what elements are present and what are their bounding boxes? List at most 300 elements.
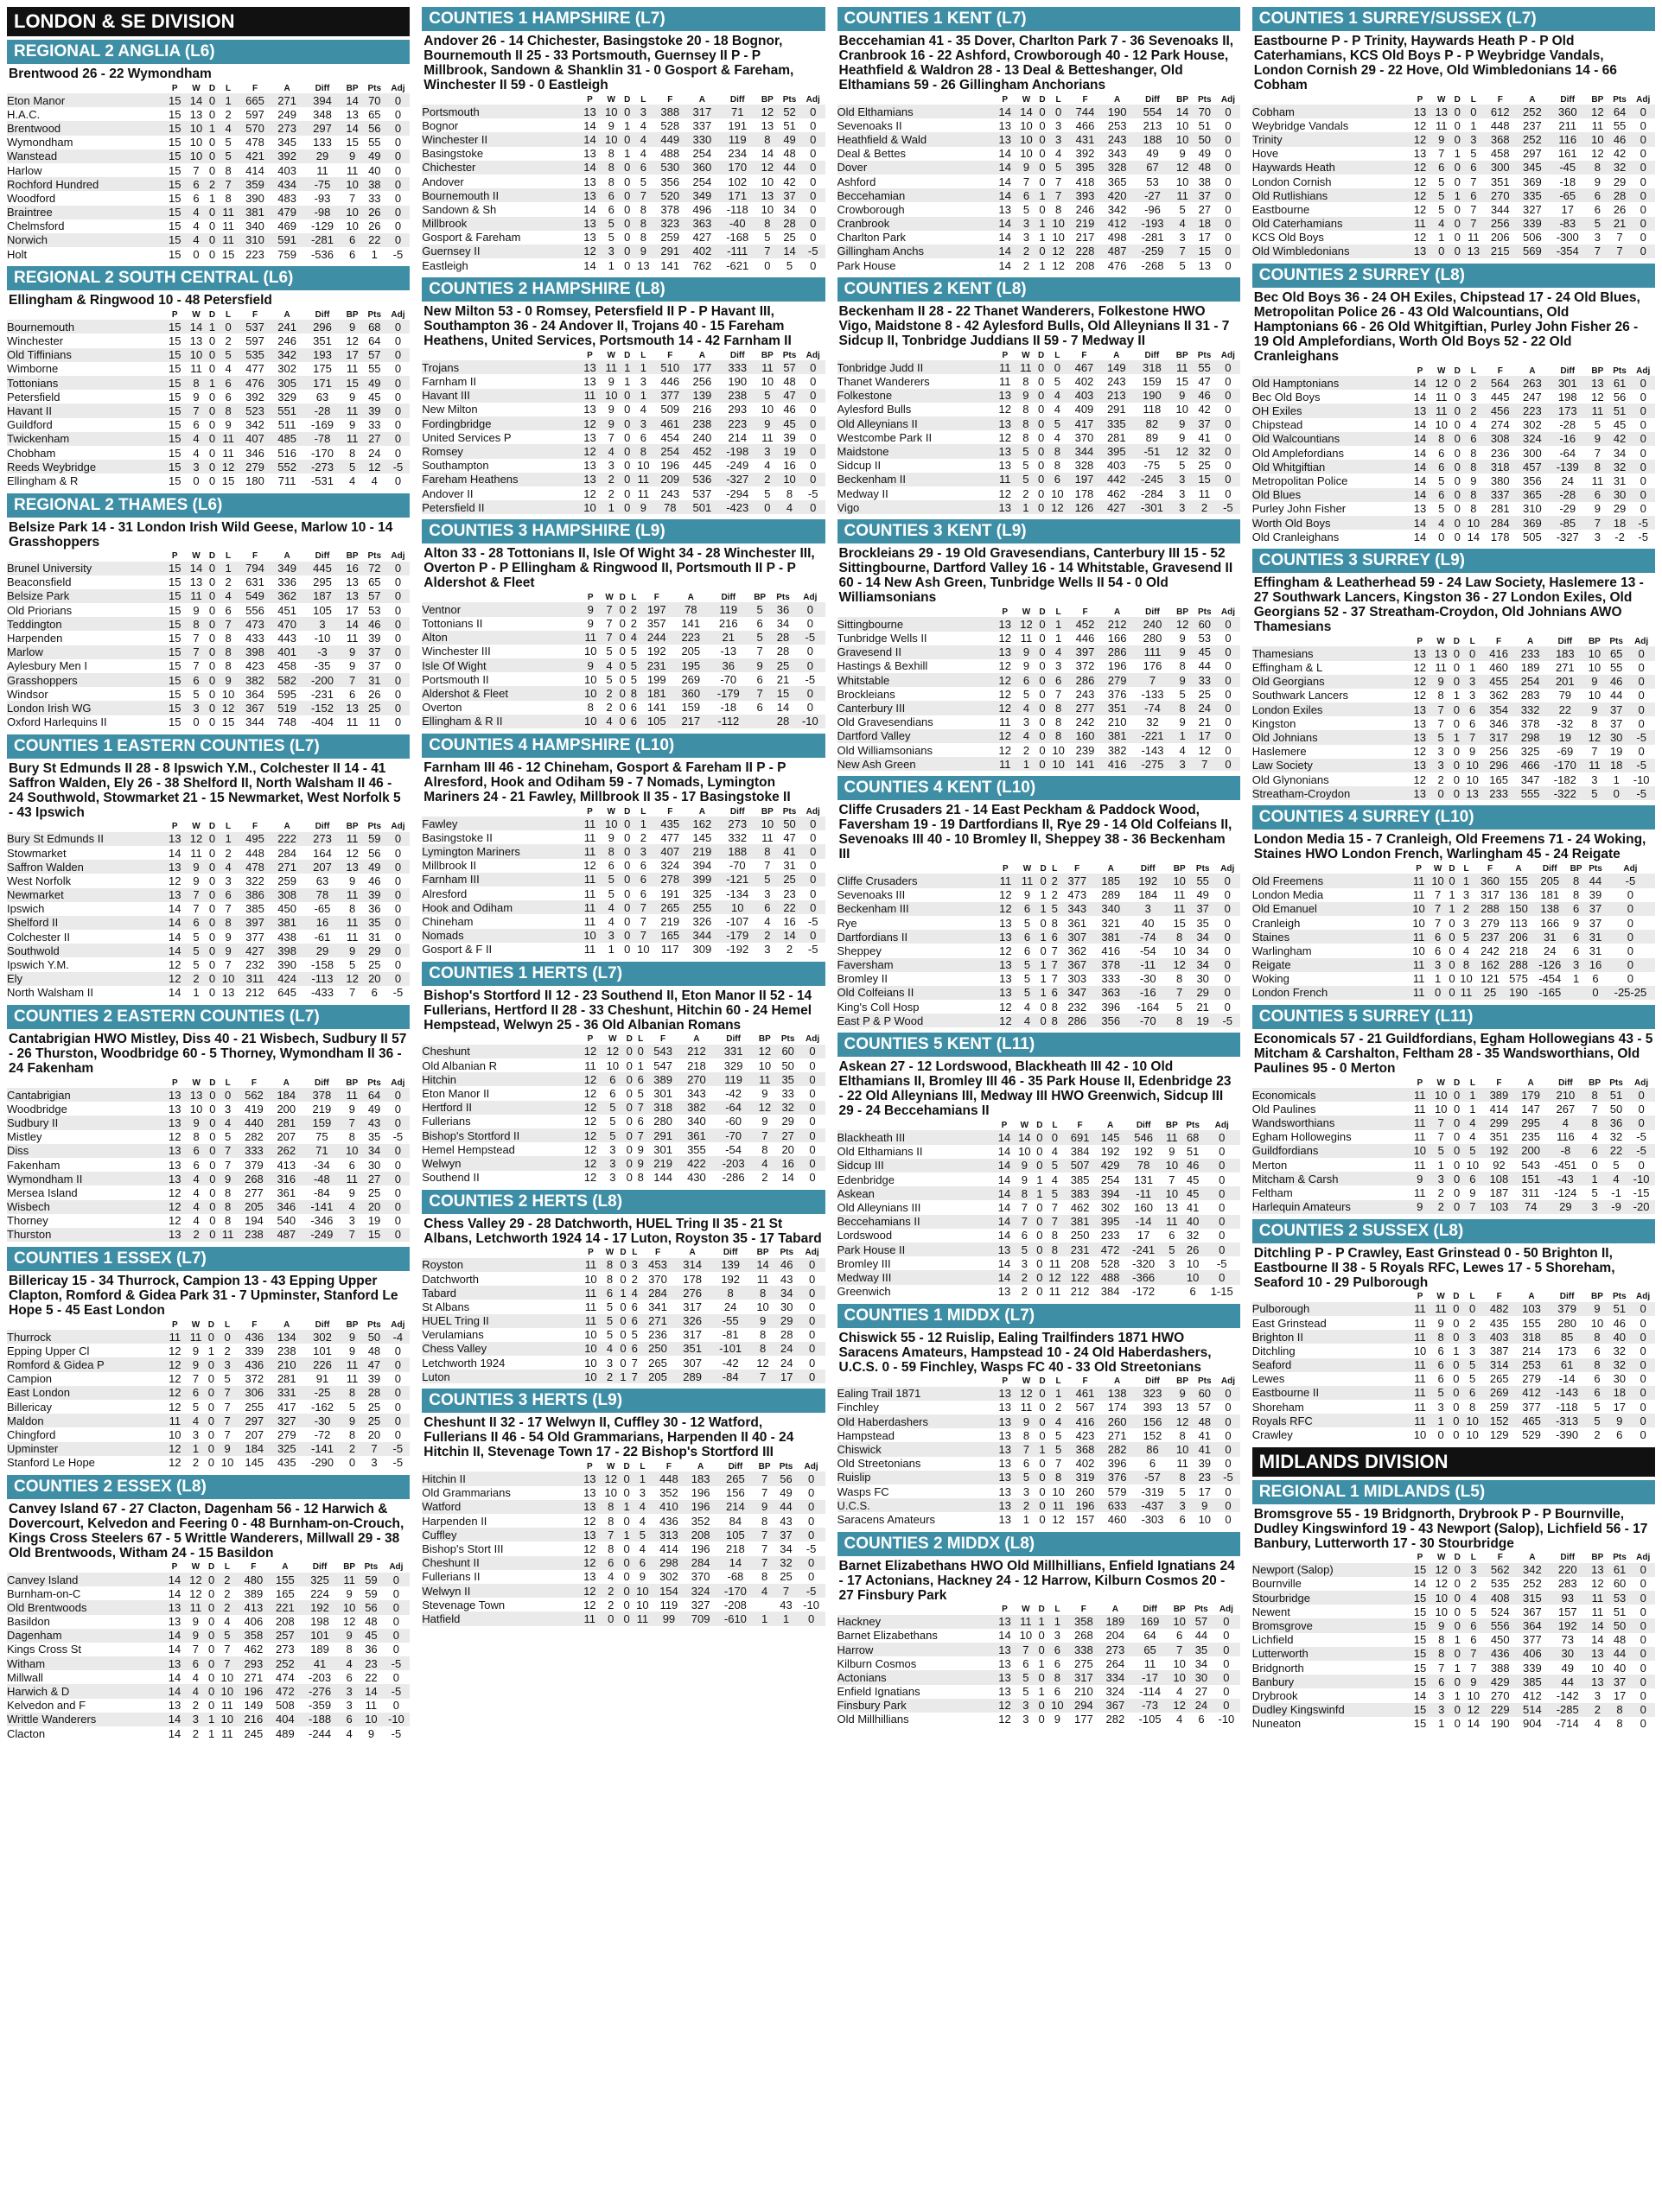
stat-cell: 0 xyxy=(207,1372,214,1386)
column-header: BP xyxy=(1591,1292,1603,1302)
stat-cell: 9 xyxy=(1594,502,1601,516)
stat-cell: 13 xyxy=(579,1471,600,1485)
stat-cell: 11 xyxy=(999,375,1011,389)
stat-cell: 11 xyxy=(218,206,239,219)
team-name: Nomads xyxy=(422,929,579,943)
stat-cell: 9 xyxy=(1470,474,1477,487)
stat-cell: 5 xyxy=(1054,1428,1062,1442)
stat-cell: 13 xyxy=(999,972,1012,986)
table-row xyxy=(1252,1358,1655,1372)
team-name: Winchester II xyxy=(422,132,579,146)
column-header: A xyxy=(698,94,705,105)
stat-cell: 0 xyxy=(617,686,628,700)
stat-cell: 59 xyxy=(360,1573,382,1586)
stat-cell: 44 xyxy=(1608,1647,1632,1661)
stat-cell: 0 xyxy=(809,1171,816,1185)
stat-cell: 10 xyxy=(220,1670,234,1684)
stat-cell: 11 xyxy=(1410,958,1429,972)
stat-cell: 645 xyxy=(277,986,296,1000)
column-header: F xyxy=(1077,1120,1083,1130)
stat-cell: 340 xyxy=(245,219,264,233)
stat-cell: 347 xyxy=(1060,986,1094,1000)
stat-cell: 29 xyxy=(774,1314,799,1328)
stat-cell: 324 xyxy=(1105,1685,1125,1699)
stat-cell: 337 xyxy=(1484,488,1516,502)
stat-cell: 36 xyxy=(708,658,748,672)
stat-cell: 12 xyxy=(1462,1703,1484,1717)
stat-cell: 190 xyxy=(1132,389,1171,403)
stat-cell: 6 xyxy=(1054,1685,1061,1699)
column-header: F xyxy=(654,1248,661,1258)
stat-cell: 64 xyxy=(1608,105,1632,118)
stat-cell: 0 xyxy=(1640,1372,1646,1386)
stat-cell: 343 xyxy=(1060,902,1094,916)
stat-cell: 11 xyxy=(1016,360,1035,374)
team-name: Stevenage Town xyxy=(422,1598,506,1611)
stat-cell: 13 xyxy=(998,1428,1011,1442)
stat-cell: -107 xyxy=(726,914,749,928)
stat-cell: -121 xyxy=(718,873,757,887)
stat-cell: 7 xyxy=(606,617,613,631)
table-row xyxy=(7,1344,410,1357)
stat-cell: 0 xyxy=(799,1286,825,1300)
column-header: F xyxy=(1497,1553,1503,1563)
stat-cell: 5 xyxy=(606,672,613,686)
column-header: BP xyxy=(1173,863,1186,874)
stat-cell: 6 xyxy=(1022,1457,1030,1471)
table-row xyxy=(422,245,825,258)
column-header: W xyxy=(192,83,201,93)
stat-cell: 93 xyxy=(1548,1591,1587,1605)
stat-cell: 556 xyxy=(245,603,264,617)
stat-cell: 36 xyxy=(1605,1116,1627,1129)
stat-cell: 219 xyxy=(660,914,680,928)
stat-cell: 78 xyxy=(654,500,686,514)
stat-cell: 10 xyxy=(579,1342,602,1356)
stat-cell: -5 xyxy=(391,1726,402,1740)
stat-cell: 36 xyxy=(771,602,795,616)
team-name: Harpenden II xyxy=(422,1514,487,1528)
stat-cell: 0 xyxy=(1451,1414,1461,1427)
stat-cell: 237 xyxy=(1523,118,1542,132)
stat-cell: 221 xyxy=(270,1600,302,1614)
stat-cell: 483 xyxy=(277,191,296,205)
stat-cell: 342 xyxy=(1107,202,1127,216)
stat-cell: 436 xyxy=(1484,1647,1516,1661)
stat-cell: 0 xyxy=(1453,1102,1461,1116)
league-title: COUNTIES 2 KENT (L8) xyxy=(837,277,1240,302)
stat-cell: 0 xyxy=(1216,245,1240,258)
stat-cell: 13 xyxy=(164,1172,186,1185)
stat-cell: 11 xyxy=(164,1414,186,1427)
column-header: Diff xyxy=(315,822,330,832)
column-header: BP xyxy=(346,551,359,561)
stat-cell: 13 xyxy=(1410,786,1430,800)
stat-cell: 562 xyxy=(1484,1563,1516,1577)
stat-cell: 13 xyxy=(998,1457,1011,1471)
stat-cell: 0 xyxy=(1037,617,1048,631)
stat-cell: 11 xyxy=(365,1699,378,1713)
stat-cell: 0 xyxy=(193,247,200,261)
stat-cell: -28 xyxy=(1548,488,1587,502)
team-name: Thanet Wanderers xyxy=(837,375,930,389)
table-row xyxy=(837,874,1240,887)
stat-cell: 15 xyxy=(164,562,186,575)
table-row xyxy=(422,602,825,616)
stat-cell: 0 xyxy=(1452,1591,1462,1605)
stat-cell: 8 xyxy=(1179,1428,1186,1442)
stat-cell: 1 xyxy=(1452,188,1462,202)
stat-cell: 60 xyxy=(1613,1577,1627,1591)
stat-cell: 360 xyxy=(1548,105,1587,118)
stat-cell: 242 xyxy=(1481,944,1500,957)
table-row xyxy=(422,1258,825,1272)
column-header: Diff xyxy=(721,592,736,602)
team-column-header xyxy=(422,806,579,817)
stat-cell: 0 xyxy=(207,206,217,219)
stat-cell: 382 xyxy=(239,673,271,687)
stat-cell: 35 xyxy=(1190,1643,1213,1656)
stat-cell: 324 xyxy=(660,859,680,873)
stat-cell: 12 xyxy=(583,859,596,873)
stat-cell: 0 xyxy=(394,575,402,589)
league-section xyxy=(837,7,1240,272)
column-header: F xyxy=(251,1077,257,1088)
stat-cell: 188 xyxy=(1133,132,1172,146)
column-header: L xyxy=(640,350,646,360)
stat-cell: 281 xyxy=(1106,430,1126,444)
stat-cell: 37 xyxy=(1605,702,1627,716)
stat-cell: 3 xyxy=(225,1102,232,1116)
stat-cell: 0 xyxy=(622,473,633,486)
stat-cell: 257 xyxy=(270,1629,302,1643)
stat-cell: 13 xyxy=(994,444,1016,458)
stat-cell: 4 xyxy=(602,715,616,728)
stat-cell: 138 xyxy=(1532,902,1567,916)
stat-cell: 71 xyxy=(718,105,757,118)
stat-cell: 11 xyxy=(583,830,596,844)
stat-cell: 3 xyxy=(639,1486,646,1500)
stat-cell: 49 xyxy=(367,1102,381,1116)
stat-cell: 0 xyxy=(1216,1442,1240,1456)
stat-cell: 65 xyxy=(368,575,381,589)
column-header: F xyxy=(1496,1077,1502,1088)
stat-cell: 4 xyxy=(608,914,614,928)
stat-cell xyxy=(1567,986,1585,1000)
table-row xyxy=(837,1414,1240,1428)
stat-cell: 118 xyxy=(1143,403,1162,416)
stat-cell: 7 xyxy=(225,902,232,916)
stat-cell: 396 xyxy=(1107,1457,1127,1471)
stat-cell: 298 xyxy=(653,1556,685,1570)
stat-cell: 376 xyxy=(1107,687,1127,701)
team-name: Ellingham & R xyxy=(7,474,79,487)
team-name: Old Wimbledonians xyxy=(1252,245,1410,258)
stat-cell: 13 xyxy=(189,334,203,348)
stat-cell: 429 xyxy=(1484,1675,1516,1688)
stat-cell: 1 xyxy=(1048,1387,1069,1401)
stat-cell: 5 xyxy=(602,1314,617,1328)
stat-cell: 351 xyxy=(1101,701,1133,715)
stat-cell: 156 xyxy=(726,1486,745,1500)
stat-cell: 8 xyxy=(225,659,232,673)
stat-cell: 436 xyxy=(239,1330,271,1344)
stat-cell: 5 xyxy=(1179,459,1186,473)
stat-cell: 9 xyxy=(348,1185,355,1199)
stat-cell: -5 xyxy=(806,1541,817,1555)
stat-cell: 12 xyxy=(579,1128,602,1142)
league-section xyxy=(7,1005,410,1242)
stat-cell: 0 xyxy=(621,1471,632,1485)
stat-cell: 0 xyxy=(385,1144,410,1158)
stat-cell: 273 xyxy=(1099,1643,1131,1656)
stat-cell: 0 xyxy=(1454,118,1461,132)
stat-cell: 170 xyxy=(718,161,757,175)
stat-cell: 13 xyxy=(221,986,235,1000)
stat-cell: 55 xyxy=(368,136,381,149)
stat-cell: 45 xyxy=(1193,645,1216,659)
stat-cell: 6 xyxy=(640,430,646,444)
stat-cell: 451 xyxy=(277,603,296,617)
stat-cell: 0 xyxy=(207,972,217,986)
stat-cell: -96 xyxy=(1144,202,1161,216)
team-name: Tottonians II xyxy=(422,617,483,631)
table-row xyxy=(1252,786,1655,800)
stat-cell: 10 xyxy=(1019,1629,1033,1643)
stat-cell: 10 xyxy=(1460,972,1473,986)
team-name: Sudbury II xyxy=(7,1116,164,1129)
stat-cell: 361 xyxy=(277,1185,296,1199)
table-row xyxy=(422,887,825,900)
stat-cell: 0 xyxy=(1453,716,1460,730)
stat-cell: 174 xyxy=(1107,1401,1127,1414)
stat-cell: 289 xyxy=(675,1370,710,1383)
stat-cell: 7 xyxy=(1193,757,1216,771)
stat-cell: 434 xyxy=(271,177,303,191)
stat-cell: 8 xyxy=(218,1200,238,1214)
stat-cell: 44 xyxy=(774,1500,797,1514)
stat-cell: 0 xyxy=(620,1356,627,1370)
stat-cell: 9 xyxy=(186,1116,207,1129)
stat-cell: -5 xyxy=(1627,730,1655,744)
stat-cell: 413 xyxy=(238,1600,270,1614)
column-header: Pts xyxy=(1186,1120,1200,1130)
stat-cell: 369 xyxy=(1523,175,1542,188)
stat-cell: 0 xyxy=(1452,488,1462,502)
stat-cell: 4 xyxy=(602,1342,617,1356)
table-row xyxy=(7,1357,410,1371)
stat-cell: 612 xyxy=(1484,105,1516,118)
stat-cell: 7 xyxy=(1172,245,1194,258)
stat-cell: 0 xyxy=(1225,430,1232,444)
table-row xyxy=(1252,1372,1655,1386)
stat-cell: 9 xyxy=(1469,1185,1476,1199)
team-name: Bromsgrove xyxy=(1252,1618,1410,1632)
stat-cell: 4 xyxy=(1016,701,1037,715)
team-name: Warlingham xyxy=(1251,944,1312,957)
table-row xyxy=(837,617,1240,631)
stat-cell: 14 xyxy=(168,1670,181,1684)
stat-cell: 0 xyxy=(1631,1647,1655,1661)
stat-cell: 35 xyxy=(776,1072,800,1086)
stat-cell: 6 xyxy=(629,1342,640,1356)
table-header-row xyxy=(422,1034,825,1045)
stat-cell: 0 xyxy=(386,432,411,446)
table-row xyxy=(7,603,410,617)
stat-cell: 0 xyxy=(1225,687,1232,701)
stat-cell: 15 xyxy=(346,136,359,149)
stat-cell: 15 xyxy=(168,362,181,376)
league-section xyxy=(7,266,410,487)
stat-cell: 34 xyxy=(1613,446,1627,460)
stat-cell: 8 xyxy=(1054,202,1062,216)
table-row xyxy=(422,1584,825,1598)
stat-cell: 280 xyxy=(1557,1316,1576,1330)
stat-cell: 9 xyxy=(193,874,200,887)
stat-cell: 6 xyxy=(1594,202,1601,216)
stat-cell: 6 xyxy=(341,233,363,247)
stat-cell: 14 xyxy=(997,1200,1011,1214)
column-header: Pts xyxy=(1194,1605,1208,1615)
stat-cell: 13 xyxy=(1430,646,1451,660)
stat-cell: 15 xyxy=(168,136,181,149)
stat-cell: 208 xyxy=(276,1615,295,1629)
stat-cell: -133 xyxy=(1141,687,1164,701)
stat-cell: 12 xyxy=(164,972,186,986)
team-name: Ashford xyxy=(837,175,876,188)
stat-cell: 13 xyxy=(1410,702,1430,716)
stat-cell: 13 xyxy=(164,1088,186,1102)
stat-cell: 1 xyxy=(624,118,631,132)
table-row xyxy=(837,1130,1240,1144)
league-table xyxy=(1252,636,1655,800)
stat-cell: 1 xyxy=(608,258,614,272)
stat-cell: 268 xyxy=(238,1172,270,1185)
stat-cell: 28 xyxy=(780,1328,793,1342)
stat-cell: 220 xyxy=(1548,1563,1587,1577)
stat-cell: 13 xyxy=(994,1643,1015,1656)
stat-cell: 48 xyxy=(783,375,796,389)
stat-cell: 0 xyxy=(206,1442,216,1456)
stat-cell: 59 xyxy=(365,1586,378,1600)
stat-cell: 11 xyxy=(368,715,381,729)
stat-cell: 368 xyxy=(1069,1442,1101,1456)
stat-cell: 6 xyxy=(1049,930,1060,944)
stat-cell: 82 xyxy=(1132,416,1171,430)
stat-cell: 570 xyxy=(239,121,271,135)
stat-cell: 0 xyxy=(1204,1186,1240,1200)
stat-cell: 12 xyxy=(1413,745,1426,759)
stat-cell: 0 xyxy=(1453,1372,1460,1386)
stat-cell: 7 xyxy=(348,986,356,1000)
column-header: W xyxy=(1436,1553,1446,1563)
stat-cell: 5 xyxy=(1468,1372,1476,1386)
stat-cell: 9 xyxy=(1410,1200,1430,1214)
team-name: Harlow xyxy=(7,163,42,177)
stat-cell: 3 xyxy=(633,416,654,430)
stat-cell: 0 xyxy=(764,258,771,272)
stat-cell: 49 xyxy=(1198,147,1212,161)
stat-cell: 0 xyxy=(1216,701,1240,715)
stat-cell: 0 xyxy=(1451,1358,1461,1372)
stat-cell: 13 xyxy=(164,1116,186,1129)
stat-cell: 192 xyxy=(721,1272,741,1286)
stat-cell: 2 xyxy=(1015,1270,1035,1284)
stat-cell: 8 xyxy=(1022,430,1029,444)
stat-cell: 0 xyxy=(799,1314,825,1328)
stat-cell: 31 xyxy=(783,859,796,873)
stat-cell: -165 xyxy=(1532,986,1567,1000)
stat-cell: 8 xyxy=(218,645,239,659)
stat-cell: 37 xyxy=(1609,716,1623,730)
stat-cell: 0 xyxy=(801,500,825,514)
stat-cell: 0 xyxy=(1451,1386,1461,1400)
league-results: Bec Old Boys 36 - 24 OH Exiles, Chipstead 17 - 24 Old Blues, Metropolitan Police 26 - 43 Old Walcountians, Old Hamptonians 66 - 26 Old Whitgiftian, Purley John Fisher 26 - 19 Old Amplefordians, Worth Old Boys 52 - 22 Old Cranleighans xyxy=(1253,290,1640,365)
stat-cell: 216 xyxy=(238,1713,270,1726)
column-header: F xyxy=(1081,350,1087,360)
stat-cell: 6 xyxy=(601,1556,621,1570)
team-name: Hitchin II xyxy=(422,1471,579,1485)
team-name: Gosport & F II xyxy=(422,943,493,957)
stat-cell: 2 xyxy=(631,1272,638,1286)
stat-cell: 13 xyxy=(994,1387,1016,1401)
stat-cell: 1 xyxy=(1438,231,1445,245)
stat-cell: 0 xyxy=(1038,403,1045,416)
team-name: Kelvedon and F xyxy=(7,1699,86,1713)
stat-cell: 8 xyxy=(348,1427,356,1441)
stat-cell: 0 xyxy=(1430,786,1451,800)
stat-cell: -54 xyxy=(725,1142,742,1156)
stat-cell: 0 xyxy=(1225,118,1232,132)
stat-cell: 13 xyxy=(341,701,363,715)
stat-cell: 0 xyxy=(1454,1577,1461,1591)
stat-cell: 9 xyxy=(367,1726,375,1740)
stat-cell: 47 xyxy=(363,1357,386,1371)
stat-cell: 0 xyxy=(207,404,217,417)
stat-cell: -73 xyxy=(1131,1699,1169,1713)
stat-cell: 141 xyxy=(1069,757,1101,771)
stat-cell: 15 xyxy=(164,348,186,362)
stat-cell: 402 xyxy=(686,245,718,258)
stat-cell: 15 xyxy=(164,320,186,334)
stat-cell: 20 xyxy=(363,1200,386,1214)
stat-cell: 423 xyxy=(245,659,264,673)
stat-cell: 12 xyxy=(756,105,778,118)
stat-cell: 275 xyxy=(1073,1656,1093,1670)
stat-cell: 8 xyxy=(193,1130,200,1144)
stat-cell: 9 xyxy=(755,1500,774,1514)
stat-cell: 2 xyxy=(186,972,207,986)
stat-cell: 0 xyxy=(1037,161,1048,175)
stat-cell: 49 xyxy=(1146,147,1159,161)
stat-cell: 1 xyxy=(1038,958,1049,972)
stat-cell: 286 xyxy=(1101,645,1133,659)
stat-cell: 24 xyxy=(1190,1699,1213,1713)
column-header: L xyxy=(225,1077,231,1088)
column-header: Pts xyxy=(1198,94,1212,105)
stat-cell: 44 xyxy=(1198,659,1212,673)
stat-cell: 8 xyxy=(1591,716,1598,730)
team-name: London Irish WG xyxy=(7,701,164,715)
stat-cell: 253 xyxy=(1107,118,1127,132)
stat-cell: -5 xyxy=(1216,1471,1240,1484)
stat-cell: 0 xyxy=(622,844,633,858)
stat-cell: 6 xyxy=(348,247,356,261)
stat-cell: 162 xyxy=(686,817,718,830)
stat-cell: 311 xyxy=(1521,1185,1540,1199)
team-name: Streatham-Croydon xyxy=(1252,786,1410,800)
stat-cell: 378 xyxy=(660,202,680,216)
